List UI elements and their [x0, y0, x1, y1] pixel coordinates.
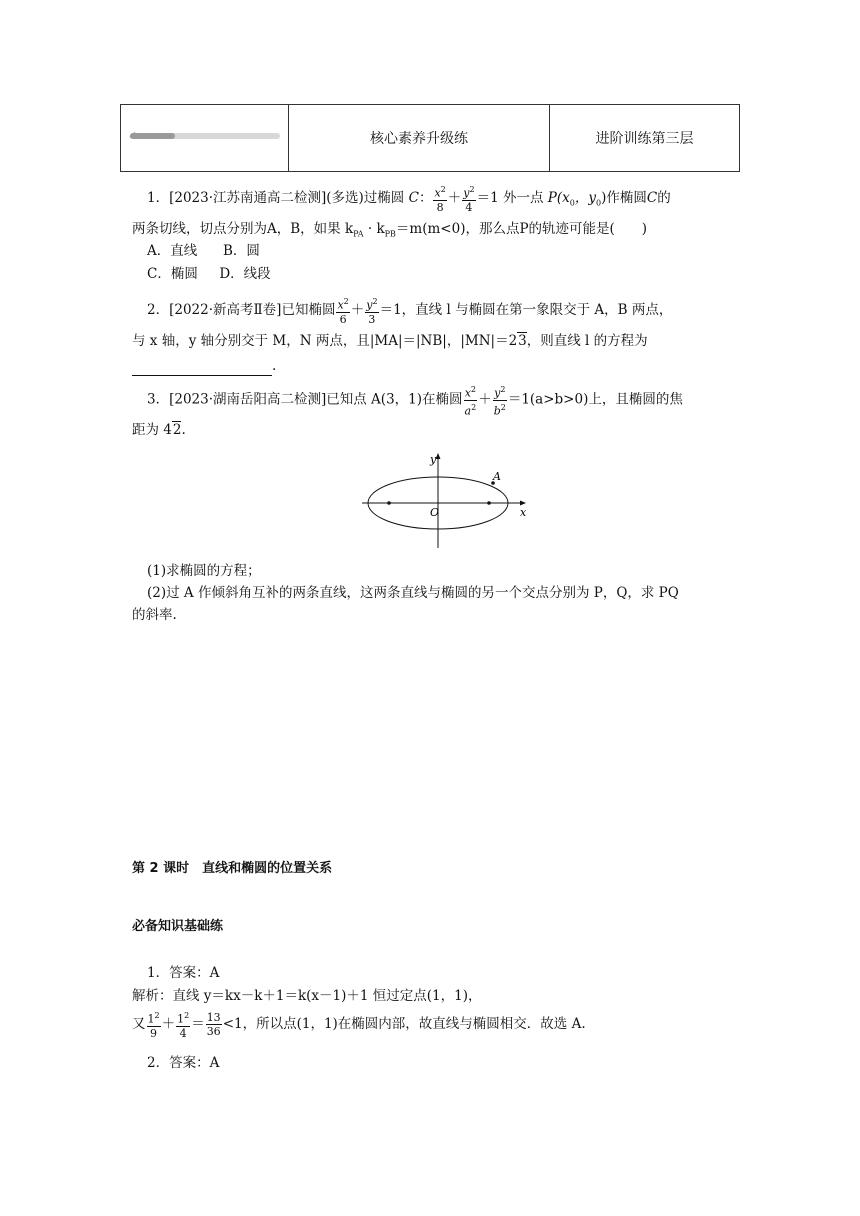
lesson-title: 第 2 课时 直线和椭圆的位置关系: [132, 861, 333, 876]
q1-mid: ＝1 外一点: [476, 189, 544, 206]
answer-1-line2: 又 $\frac{1^2}{9}$ ＋ $\frac{1^2}{4}$ ＝ $\frac{13}{36}$ <1，所以点(1，1)在椭圆内部，故直线与椭圆相交．故选 A.: [132, 1010, 586, 1040]
check-icon: ✓: [128, 129, 138, 142]
answer-1: 1．答案：A: [147, 965, 220, 981]
focus-right: [487, 501, 491, 505]
q2-answer-blank[interactable]: [132, 361, 272, 376]
q2-line2: 与 x 轴，y 轴分别交于 M，N 两点，且|MA|＝|NB|，|MN|＝23，则直线 l 的方程为: [132, 333, 648, 349]
answer-1-explanation: 解析：直线 y＝kx－k＋1＝k(x－1)＋1 恒过定点(1，1)，: [132, 988, 482, 1004]
q1-option-d: D．线段: [219, 266, 271, 282]
q1-c: C: [408, 189, 419, 206]
header-table: [120, 104, 740, 172]
x-axis-arrow: [520, 501, 526, 506]
answer-2: 2．答案：A: [147, 1055, 220, 1071]
q3-line1: 3．[2023·湖南岳阳高二检测]已知点 A(3，1)在椭圆 $\frac{x^2}{a^2}$ ＋ $\frac{y^2}{b^2}$ ＝1(a>b>0)上，且椭圆的焦: [147, 385, 683, 418]
origin-label: O: [430, 506, 440, 519]
q1-option-c: C．椭圆: [147, 266, 198, 282]
q3-sub1: (1)求椭圆的方程；: [147, 563, 261, 579]
header-progress-cell: [121, 105, 289, 172]
q2-frac-y: $\frac{y^2}{3}$: [366, 297, 378, 326]
frac-1-4: $\frac{1^2}{4}$: [177, 1011, 190, 1040]
point-a-label: A: [493, 470, 501, 483]
progress-bar: [128, 129, 280, 143]
y-label: y: [430, 453, 437, 466]
frac-13-36: $\frac{13}{36}$: [206, 1010, 221, 1038]
y-axis-arrow: [436, 453, 441, 459]
q2-frac-x: $\frac{x^2}{6}$: [337, 297, 349, 326]
header-level-title: 核心素养升级练: [289, 105, 550, 172]
q1-frac-x: $\frac{x^2}{8}$: [434, 185, 446, 214]
q1-option-b: B．圆: [223, 243, 260, 259]
focus-left: [387, 501, 391, 505]
q1-prefix: 1．[2023·江苏南通高二检测](多选)过椭圆: [147, 189, 405, 206]
header-level-subtitle: 进阶训练第三层: [550, 105, 740, 172]
x-label: x: [520, 506, 527, 519]
q3-sub2b: 的斜率.: [132, 607, 177, 623]
q3-frac-x: $\frac{x^2}{a^2}$: [464, 385, 477, 418]
section-subtitle: 必备知识基础练: [132, 919, 224, 934]
q3-line2: 距为 42.: [132, 422, 186, 438]
q1-option-a: A．直线: [147, 243, 198, 259]
frac-1-9: $\frac{1^2}{9}$: [147, 1011, 160, 1040]
q2-line3: .: [132, 356, 276, 376]
ellipse-figure: [360, 450, 535, 550]
q1-frac-y: $\frac{y^2}{4}$: [463, 185, 475, 214]
q3-frac-y: $\frac{y^2}{b^2}$: [493, 385, 506, 418]
q1-line1: 1．[2023·江苏南通高二检测](多选)过椭圆 C： $\frac{x^2}{8}$ ＋ $\frac{y^2}{4}$ ＝1 外一点 $P(x_0$，$y_0$)作椭圆C的: [147, 185, 671, 214]
q1-options-cd: [147, 264, 271, 284]
q3-sub2: (2)过 A 作倾斜角互补的两条直线，这两条直线与椭圆的另一个交点分别为 P，Q，求 PQ: [147, 585, 679, 601]
q2-line1: 2．[2022·新高考Ⅱ卷]已知椭圆 $\frac{x^2}{6}$ ＋ $\frac{y^2}{3}$ ＝1，直线 l 与椭圆在第一象限交于 A，B 两点，: [147, 297, 673, 326]
q1-options-ab: [147, 241, 260, 261]
q1-line2: 两条切线，切点分别为A，B，如果 $k_{PA} \cdot k_{PB}=m(m<0)$，那么点P的轨迹可能是( ): [132, 221, 648, 239]
